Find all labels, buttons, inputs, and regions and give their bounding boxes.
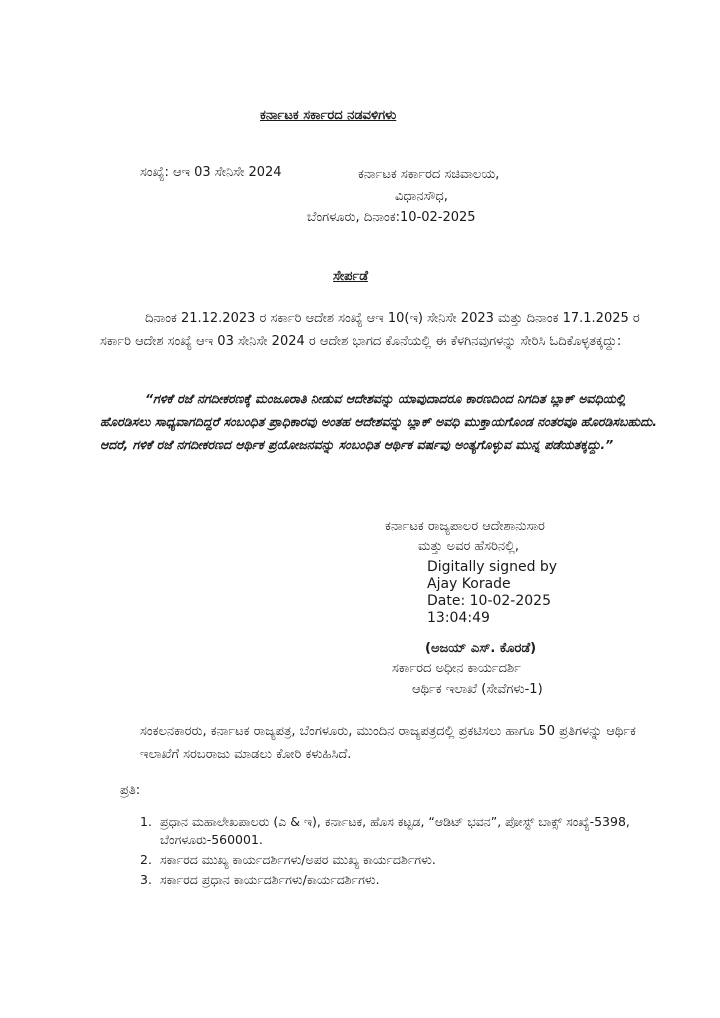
digital-signer-name: Ajay Korade [427,576,511,592]
address-secretariat: ಕರ್ನಾಟಕ ಸರ್ಕಾರದ ಸಚಿವಾಲಯ, [358,167,500,182]
digital-sign-date: Date: 10-02-2025 [427,593,551,609]
recipient-list [140,813,640,891]
in-name-line: ಮತ್ತು ಅವರ ಹೆಸರಿನಲ್ಲಿ, [418,539,520,554]
list-item: 2. ಸರ್ಕಾರದ ಮುಖ್ಯ ಕಾರ್ಯದರ್ಶಿಗಳು/ಅಪರ ಮುಖ್ಯ ಕಾರ್ಯದರ್ಶಿಗಳು. [140,852,436,867]
address-date: ಬೆಂಗಳೂರು, ದಿನಾಂಕ:10-02-2025 [307,210,476,225]
digital-sign-time: 13:04:49 [427,610,490,626]
address-vidhana-soudha: ವಿಧಾನಸೌಧ, [395,189,448,204]
governor-order-line: ಕರ್ನಾಟಕ ರಾಜ್ಯಪಾಲರ ಆದೇಶಾನುಸಾರ [385,519,545,534]
digital-signed-by: Digitally signed by [427,559,558,575]
compiler-note: ಸಂಕಲನಕಾರರು, ಕರ್ನಾಟಕ ರಾಜ್ಯಪತ್ರ, ಬೆಂಗಳೂರು, ಮುಂದಿನ ರಾಜ್ಯಪತ್ರದಲ್ಲಿ ಪ್ರಕಟಿಸಲು ಹಾಗೂ 50 ಪ್ರತಿಗಳನ್ನು ಆರ್ಥಿಕ ಇಲಾಖೆಗೆ ಸರಬರಾಜು ಮಾಡಲು ಕೋರಿ ಕಳುಹಿಸಿದೆ. [140,724,636,762]
amendment-quote: “ಗಳಿಕೆ ರಜೆ ನಗದೀಕರಣಕ್ಕೆ ಮಂಜೂರಾತಿ ನೀಡುವ ಆದೇಶವನ್ನು ಯಾವುದಾದರೂ ಕಾರಣದಿಂದ ನಿಗದಿತ ಬ್ಲಾಕ್ ಅವಧಿಯಲ್ಲಿ ಹೊರಡಿಸಲು ಸಾಧ್ಯವಾಗದಿದ್ದರೆ ಸಂಬಂಧಿತ ಪ್ರಾಧಿಕಾರವು ಅಂತಹ ಆದೇಶವನ್ನು ಬ್ಲಾಕ್ ಅವಧಿ ಮುಕ್ತಾಯಗೊಂಡ ನಂತರವೂ ಹೊರಡಿಸಬಹುದು. ಆದರೆ, ಗಳಿಕೆ ರಜೆ ನಗದೀಕರಣದ ಆರ್ಥಿಕ ಪ್ರಯೋಜನವನ್ನು ಸಂಬಂಧಿತ ಆರ್ಥಿಕ ವರ್ಷವು ಅಂತ್ಯಗೊಳ್ಳುವ ಮುನ್ನ ಪಡೆಯತಕ್ಕದ್ದು.” [100,391,657,452]
signatory-name: (ಅಜಯ್ ಎಸ್. ಕೊರಡೆ) [425,641,537,656]
copy-to-label: ಪ್ರತಿ: [120,783,141,798]
signatory-department: ಆರ್ಥಿಕ ಇಲಾಖೆ (ಸೇವೆಗಳು-1) [412,682,543,697]
document-heading: ಕರ್ನಾಟಕ ಸರ್ಕಾರದ ನಡವಳಿಗಳು [260,108,397,123]
reference-number: ಸಂಖ್ಯೆ: ಆಇ 03 ಸೇನಿಸೇ 2024 [140,165,282,180]
body-paragraph: ದಿನಾಂಕ 21.12.2023 ರ ಸರ್ಕಾರಿ ಆದೇಶ ಸಂಖ್ಯೆ ಆಇ 10(ಇ) ಸೇನಿಸೇ 2023 ಮತ್ತು ದಿನಾಂಕ 17.1.2025 ರ ಸರ್ಕಾರಿ ಆದೇಶ ಸಂಖ್ಯೆ ಆಇ 03 ಸೇನಿಸೇ 2024 ರ ಆದೇಶ ಭಾಗದ ಕೊನೆಯಲ್ಲಿ ಈ ಕೆಳಗಿನವುಗಳನ್ನು ಸೇರಿಸಿ ಓದಿಕೊಳ್ಳತಕ್ಕದ್ದು: [100,311,640,349]
list-item: 3. ಸರ್ಕಾರದ ಪ್ರಧಾನ ಕಾರ್ಯದರ್ಶಿಗಳು/ಕಾರ್ಯದರ್ಶಿಗಳು. [140,872,380,887]
signatory-designation: ಸರ್ಕಾರದ ಅಧೀನ ಕಾರ್ಯದರ್ಶಿ [392,661,521,676]
subject-title: ಸೇರ್ಪಡೆ [333,269,369,284]
list-item: 1. ಪ್ರಧಾನ ಮಹಾಲೇಖಪಾಲರು (ಎ & ಇ), ಕರ್ನಾಟಕ, ಹೊಸ ಕಟ್ಟಡ, “ಆಡಿಟ್ ಭವನ”, ಪೋಸ್ಟ್ ಬಾಕ್ಸ್ ಸಂಖ್ಯೆ-5398, ಬೆಂಗಳೂರು-560001. [140,814,630,847]
